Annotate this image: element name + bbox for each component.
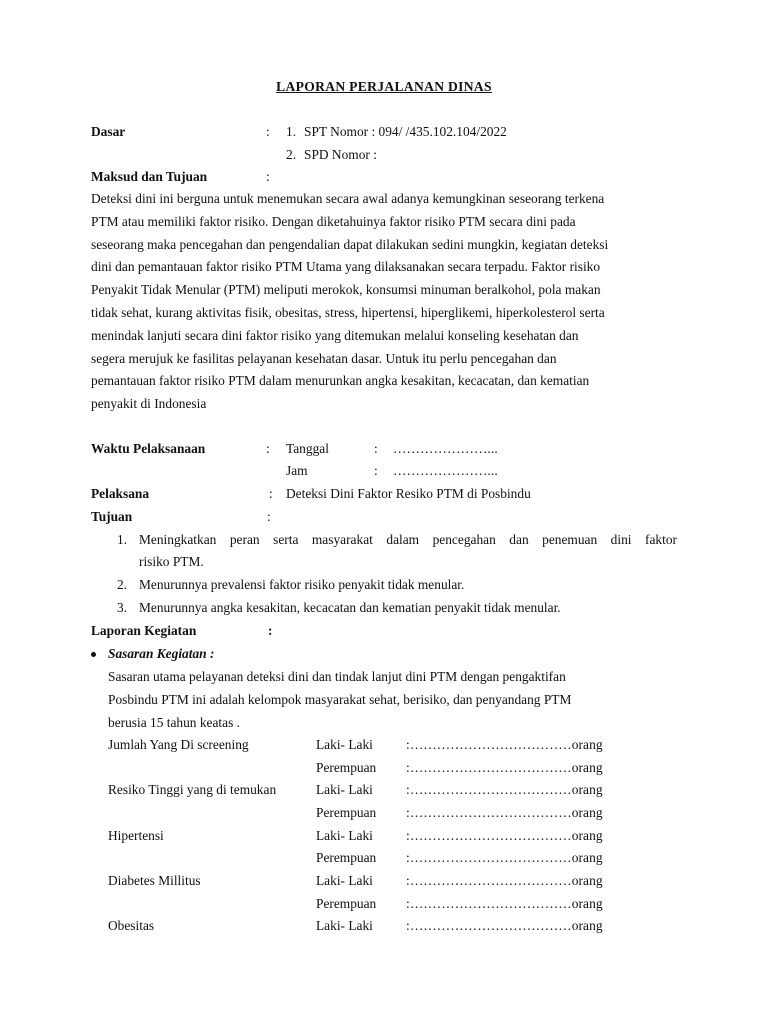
sasaran-label: Sasaran Kegiatan : [108, 646, 215, 661]
table-gender: Laki- Laki [316, 782, 373, 797]
table-gender: Laki- Laki [316, 873, 373, 888]
dasar-item-text: SPD Nomor : [304, 147, 377, 162]
paragraph-line: Deteksi dini ini berguna untuk menemukan secara awal adanya kemungkinan seseorang terkena [91, 191, 605, 206]
table-gender: Laki- Laki [316, 737, 373, 752]
paragraph-line: menindak lanjuti secara dini faktor risiko yang ditemukan melalui konseling kesehatan dan [91, 327, 579, 343]
waktu-value: …………………... [393, 441, 498, 456]
tujuan-item-text: Meningkatkan peran serta masyarakat dalam pencegahan dan penemuan dini faktor [139, 532, 677, 547]
table-category: Hipertensi [108, 828, 164, 843]
waktu-key: Jam [286, 463, 308, 478]
table-category: Obesitas [108, 918, 155, 933]
dasar-colon: : [266, 124, 270, 139]
maksud-label: Maksud dan Tujuan [91, 169, 208, 184]
paragraph-line: Penyakit Tidak Menular (PTM) meliputi merokok, konsumsi minuman beralkohol, pola makan [91, 282, 601, 298]
table-value: :………………………………orang [406, 805, 603, 820]
tujuan-colon: : [267, 509, 271, 524]
pelaksana-value: Deteksi Dini Faktor Resiko PTM di Posbindu [286, 486, 531, 501]
dasar-item-text: SPT Nomor : 094/ /435.102.104/2022 [304, 124, 507, 139]
paragraph-line: dini dan pemantauan faktor risiko PTM Utama yang dilaksanakan secara terpadu. Faktor risiko [91, 259, 601, 275]
pelaksana-label: Pelaksana [91, 486, 150, 501]
table-value: :………………………………orang [406, 828, 603, 843]
paragraph-line: seseorang maka pencegahan dan pengendalian dapat dilakukan sedini mungkin, kegiatan deteksi [91, 236, 609, 252]
maksud-paragraph [91, 188, 677, 416]
paragraph-line: PTM atau memiliki faktor risiko. Dengan diketahuinya faktor risiko PTM secara dini pada [91, 213, 576, 229]
document-title: LAPORAN PERJALANAN DINAS [276, 79, 492, 94]
waktu-key-colon: : [374, 441, 378, 456]
tujuan-item-text: Menurunnya angka kesakitan, kecacatan dan kematian penyakit tidak menular. [139, 600, 561, 615]
table-category: Diabetes Millitus [108, 873, 201, 888]
paragraph-line: tidak sehat, kurang aktivitas fisik, obesitas, stress, hipertensi, hiperglikemi, hiperkolesterol serta [91, 304, 605, 320]
paragraph-line: Posbindu PTM ini adalah kelompok masyarakat sehat, berisiko, dan penyandang PTM [108, 691, 572, 707]
dasar-label: Dasar [91, 124, 126, 139]
tujuan-item-num: 3. [117, 600, 128, 615]
paragraph-line: berusia 15 tahun keatas . [108, 714, 241, 730]
laporan-colon: : [268, 623, 273, 638]
waktu-key: Tanggal [286, 441, 329, 456]
table-category: Resiko Tinggi yang di temukan [108, 782, 277, 797]
waktu-colon: : [266, 441, 270, 456]
table-gender: Perempuan [316, 805, 377, 820]
bullet-icon [91, 652, 96, 657]
paragraph-line: pemantauan faktor risiko PTM dalam menurunkan angka kesakitan, kecacatan, dan kematian [91, 373, 590, 389]
table-gender: Perempuan [316, 896, 377, 911]
tujuan-item-num: 2. [117, 577, 128, 592]
table-value: :………………………………orang [406, 760, 603, 775]
table-value: :………………………………orang [406, 873, 603, 888]
table-value: :………………………………orang [406, 896, 603, 911]
table-value: :………………………………orang [406, 850, 603, 865]
table-gender: Perempuan [316, 760, 377, 775]
dasar-item-num: 2. [286, 147, 297, 162]
paragraph-line: penyakit di Indonesia [91, 396, 207, 412]
sasaran-paragraph [108, 666, 648, 734]
dasar-item-num: 1. [286, 124, 297, 139]
tujuan-item-num: 1. [117, 532, 128, 547]
waktu-value: …………………... [393, 463, 498, 478]
table-value: :………………………………orang [406, 782, 603, 797]
table-gender: Laki- Laki [316, 828, 373, 843]
table-gender: Laki- Laki [316, 918, 373, 933]
tujuan-item-text: risiko PTM. [139, 554, 204, 569]
table-value: :………………………………orang [406, 918, 603, 933]
tujuan-label: Tujuan [91, 509, 133, 524]
tujuan-item-text: Menurunnya prevalensi faktor risiko penyakit tidak menular. [139, 577, 465, 592]
paragraph-line: Sasaran utama pelayanan deteksi dini dan tindak lanjut dini PTM dengan pengaktifan [108, 669, 566, 684]
maksud-colon: : [266, 169, 270, 184]
waktu-key-colon: : [374, 463, 378, 478]
table-gender: Perempuan [316, 850, 377, 865]
paragraph-line: segera merujuk ke fasilitas pelayanan kesehatan dasar. Untuk itu perlu pencegahan dan [91, 350, 557, 366]
pelaksana-colon: : [269, 486, 273, 501]
table-value: :………………………………orang [406, 737, 603, 752]
table-category: Jumlah Yang Di screening [108, 737, 249, 752]
waktu-label: Waktu Pelaksanaan [91, 441, 206, 456]
laporan-label: Laporan Kegiatan [91, 623, 197, 638]
